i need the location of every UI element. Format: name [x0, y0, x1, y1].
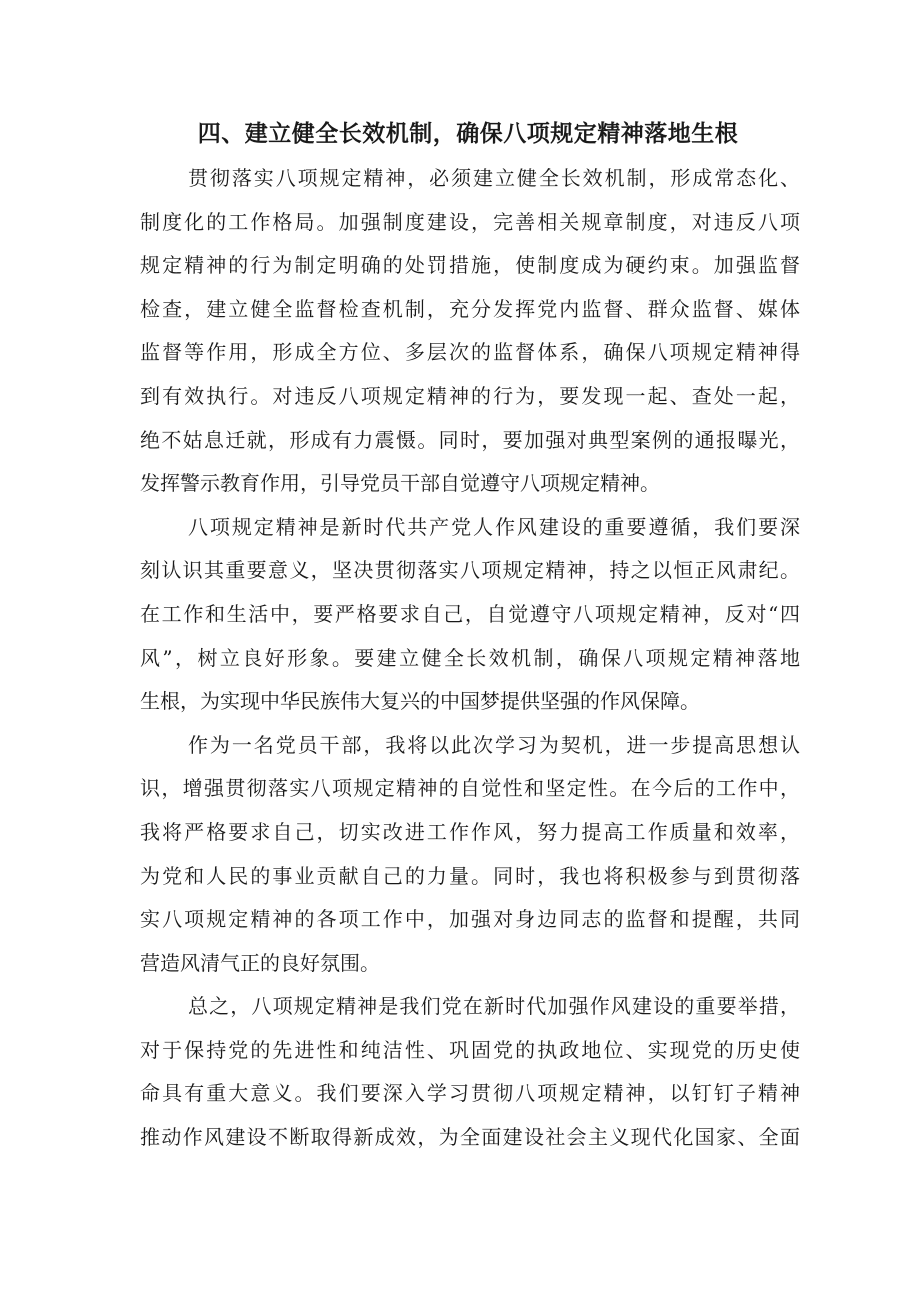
- paragraph-2: [140, 506, 800, 724]
- text-line: 营造风清气正的良好氛围。: [140, 950, 380, 975]
- text-line: 为党和人民的事业贡献自己的力量。同时，我也将积极参与到贯彻落: [140, 863, 800, 888]
- paragraph-3: [140, 724, 800, 986]
- text-line: 刻认识其重要意义，坚决贯彻落实八项规定精神，持之以恒正风肃纪。: [140, 558, 800, 583]
- text-line: 作为一名党员干部，我将以此次学习为契机，进一步提高思想认: [188, 732, 800, 757]
- text-line: 绝不姑息迁就，形成有力震慑。同时，要加强对典型案例的通报曝光，: [140, 427, 800, 452]
- paragraph-4: [140, 985, 800, 1159]
- text-line: 监督等作用，形成全方位、多层次的监督体系，确保八项规定精神得: [140, 340, 800, 365]
- text-line: 推动作风建设不断取得新成效，为全面建设社会主义现代化国家、全面: [140, 1125, 800, 1150]
- text-line: 识，增强贯彻落实八项规定精神的自觉性和坚定性。在今后的工作中，: [140, 776, 800, 801]
- text-line: 贯彻落实八项规定精神，必须建立健全长效机制，形成常态化、: [188, 166, 800, 190]
- text-line: 命具有重大意义。我们要深入学习贯彻八项规定精神，以钉钉子精神: [140, 1081, 800, 1106]
- text-line: 规定精神的行为制定明确的处罚措施，使制度成为硬约束。加强监督: [140, 253, 800, 278]
- text-line: 在工作和生活中，要严格要求自己，自觉遵守八项规定精神，反对“四: [140, 601, 800, 626]
- text-line: 实八项规定精神的各项工作中，加强对身边同志的监督和提醒，共同: [140, 907, 800, 932]
- text-line: 风”，树立良好形象。要建立健全长效机制，确保八项规定精神落地: [140, 645, 800, 670]
- paragraph-1: [140, 157, 800, 506]
- text-line: 八项规定精神是新时代共产党人作风建设的重要遵循，我们要深: [188, 514, 800, 539]
- text-line: 总之，八项规定精神是我们党在新时代加强作风建设的重要举措，: [188, 994, 800, 1019]
- text-line: 到有效执行。对违反八项规定精神的行为，要发现一起、查处一起，: [140, 383, 800, 408]
- text-line: 制度化的工作格局。加强制度建设，完善相关规章制度，对违反八项: [140, 209, 800, 234]
- text-line: 发挥警示教育作用，引导党员干部自觉遵守八项规定精神。: [140, 471, 660, 496]
- document-body: [140, 157, 800, 1160]
- text-line: 我将严格要求自己，切实改进工作作风，努力提高工作质量和效率，: [140, 819, 800, 844]
- text-line: 对于保持党的先进性和纯洁性、巩固党的执政地位、实现党的历史使: [140, 1037, 800, 1062]
- section-heading: 四、建立健全长效机制，确保八项规定精神落地生根: [197, 121, 739, 147]
- text-line: 生根，为实现中华民族伟大复兴的中国梦提供坚强的作风保障。: [140, 689, 700, 714]
- text-line: 检查，建立健全监督检查机制，充分发挥党内监督、群众监督、媒体: [140, 296, 800, 321]
